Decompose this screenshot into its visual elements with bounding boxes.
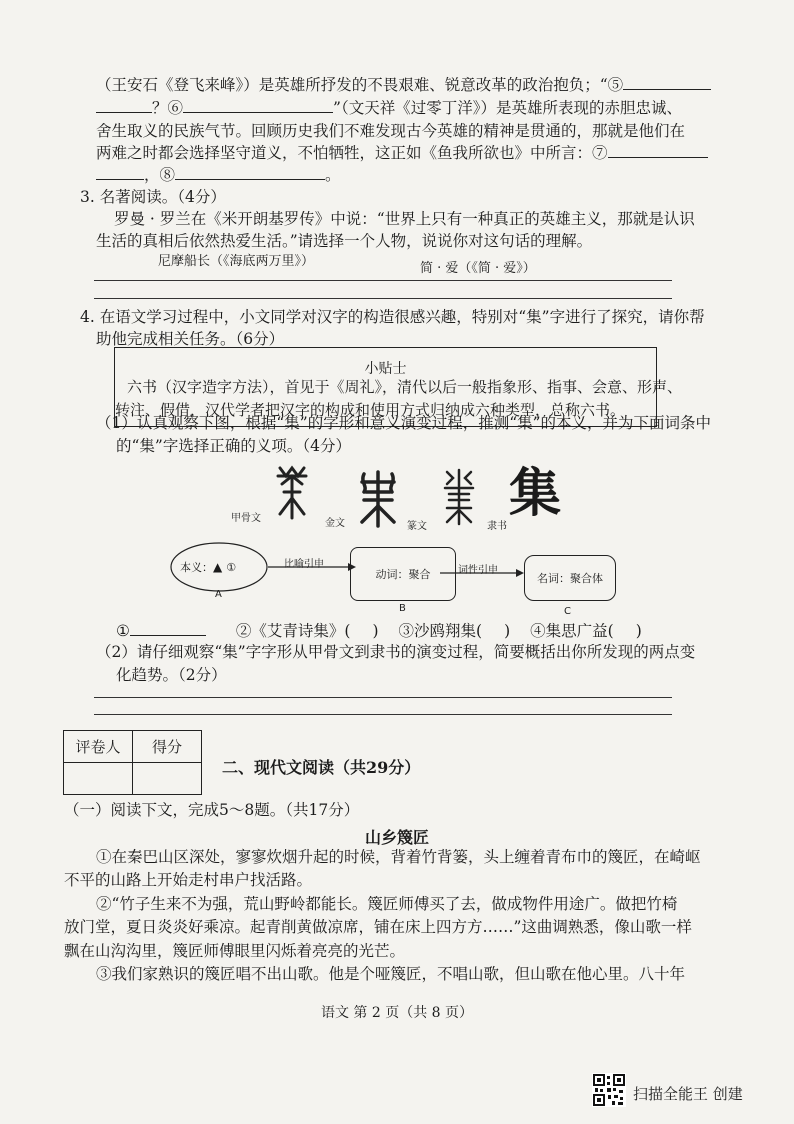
options-line	[116, 621, 642, 641]
tip-text: 转注、假借，汉代学者把汉字的构成和使用方式归纳成六种类型，总称六书。	[115, 401, 626, 419]
article-title: 山乡篾匠	[364, 828, 429, 847]
text-span: ”（文天祥《过零丁洋》）是英雄所表现的赤胆忠诚、	[333, 99, 682, 117]
option-2: ②《艾青诗集》(	[235, 622, 351, 640]
triangle-icon: ▲	[213, 560, 223, 574]
text-span: （王安石《登飞来峰》）是英雄所抒发的不畏艰难、锐意改革的政治抱负；“⑤	[96, 76, 624, 94]
answer-line[interactable]	[94, 697, 672, 698]
question-4-heading: 4. 在语文学习过程中，小文同学对汉字的构造很感兴趣，特别对“集”字进行了探究，请你帮	[80, 308, 705, 326]
clerical-script-glyph: 集	[509, 463, 562, 524]
text-line	[96, 75, 711, 95]
answer-blank[interactable]	[96, 98, 152, 113]
answer-blank[interactable]	[623, 75, 711, 90]
text-span: 。	[325, 166, 341, 184]
question-3-heading: 3. 名著阅读。（4分）	[80, 188, 226, 206]
glyph-label-oracle: 甲骨文	[231, 513, 261, 524]
option-2-close: )	[372, 622, 379, 640]
reading-instructions: （一）阅读下文，完成5～8题。（共17分）	[64, 801, 360, 819]
flow-a-blank[interactable]: ①	[226, 561, 237, 574]
question-4-text: 助他完成相关任务。（6分）	[96, 330, 285, 348]
article-paragraph: ①在秦巴山区深处，寥寥炊烟升起的时候，背着竹背篓，头上缠着青布巾的篾匠，在崎岖	[96, 848, 701, 866]
sub-question-1: （1）认真观察下图，根据“集”的字形和意义演变过程，推测“集”的本义，并为下面词条中	[96, 414, 712, 432]
grader-header: 评卷人	[64, 731, 133, 763]
glyph-label-seal: 篆文	[407, 521, 427, 532]
section-2-title: 二、现代文阅读（共29分）	[222, 758, 421, 777]
text-span: ，⑧	[144, 166, 176, 184]
flow-box-c: 名词：聚合体	[524, 555, 616, 601]
answer-line[interactable]	[94, 280, 672, 281]
tip-title: 小贴士	[364, 361, 407, 377]
article-paragraph: 不平的山路上开始走村串户找活路。	[64, 871, 313, 889]
text-line	[96, 98, 682, 118]
flow-letter-a: A	[215, 589, 222, 600]
arrow-label-pos: 词性引申	[458, 565, 498, 576]
option-1: ①	[116, 622, 130, 640]
oracle-bone-glyph-icon	[272, 462, 312, 520]
option-4-close: )	[635, 622, 642, 640]
sub-question-2: （2）请仔细观察“集”字字形从甲骨文到隶书的演变过程，简要概括出你所发现的两点变	[96, 643, 696, 661]
character-option-nemo: 尼摩船长（《海底两万里》）	[158, 254, 315, 269]
flow-a-label	[180, 559, 236, 575]
score-table	[63, 730, 202, 795]
answer-blank[interactable]	[175, 165, 325, 180]
text-span: 两难之时都会选择坚守道义，不怕牺牲，这正如《鱼我所欲也》中所言：⑦	[96, 144, 608, 162]
answer-line[interactable]	[94, 298, 672, 299]
answer-blank[interactable]	[183, 98, 333, 113]
article-paragraph: 放门堂，夏日炎炎好乘凉。起青削黄做凉席，铺在床上四方方……”这曲调熟悉，像山歌一样	[64, 918, 692, 936]
scanner-watermark: 扫描全能王 创建	[633, 1085, 743, 1103]
bronze-glyph-icon	[356, 470, 400, 528]
article-paragraph: 飘在山沟沟里，篾匠师傅眼里闪烁着亮亮的光芒。	[64, 942, 406, 960]
text-line	[96, 143, 708, 163]
question-3-text: 罗曼 · 罗兰在《米开朗基罗传》中说：“世界上只有一种真正的英雄主义，那就是认识	[114, 210, 695, 228]
option-4: ④集思广益(	[530, 622, 614, 640]
character-option-jane-eyre: 简 · 爱（《简 · 爱》）	[420, 261, 536, 276]
glyph-label-clerical: 隶书	[487, 521, 507, 532]
answer-line[interactable]	[94, 714, 672, 715]
answer-blank[interactable]	[608, 143, 708, 158]
text-span: ？⑥	[152, 99, 184, 117]
flow-box-b: 动词：聚合	[350, 547, 456, 601]
glyph-label-bronze: 金文	[325, 518, 345, 529]
qr-code-icon	[592, 1073, 626, 1107]
seal-script-glyph-icon	[441, 468, 477, 526]
option-3-close: )	[504, 622, 511, 640]
page-footer: 语文 第 2 页（共 8 页）	[320, 1005, 474, 1021]
flow-a-text: 本义：	[180, 561, 213, 574]
sub-question-1-cont: 的“集”字选择正确的义项。（4分）	[116, 437, 351, 455]
article-paragraph: ②“竹子生来不为强，荒山野岭都能长。篾匠师傅买了去，做成物件用途广。做把竹椅	[96, 895, 678, 913]
text-line	[96, 165, 341, 185]
score-header: 得分	[133, 731, 202, 763]
question-3-text: 生活的真相后依然热爱生活。”请选择一个人物，说说你对这句话的理解。	[96, 232, 593, 250]
score-cell[interactable]	[133, 763, 202, 795]
answer-blank[interactable]	[96, 165, 144, 180]
grader-cell[interactable]	[64, 763, 133, 795]
answer-blank[interactable]	[130, 621, 206, 636]
flow-letter-c: C	[564, 606, 571, 617]
tip-text: 六书（汉字造字方法），首见于《周礼》，清代以后一般指象形、指事、会意、形声、	[127, 378, 683, 396]
flow-letter-b: B	[399, 603, 406, 614]
text-line: 舍生取义的民族气节。回顾历史我们不难发现古今英雄的精神是贯通的，那就是他们在	[96, 122, 686, 140]
sub-question-2-cont: 化趋势。（2分）	[116, 666, 227, 684]
option-3: ③沙鸥翔集(	[398, 622, 483, 640]
arrow-label-metaphor: 比喻引申	[284, 559, 324, 570]
article-paragraph: ③我们家熟识的篾匠唱不出山歌。他是个哑篾匠，不唱山歌，但山歌在他心里。八十年	[96, 965, 686, 983]
